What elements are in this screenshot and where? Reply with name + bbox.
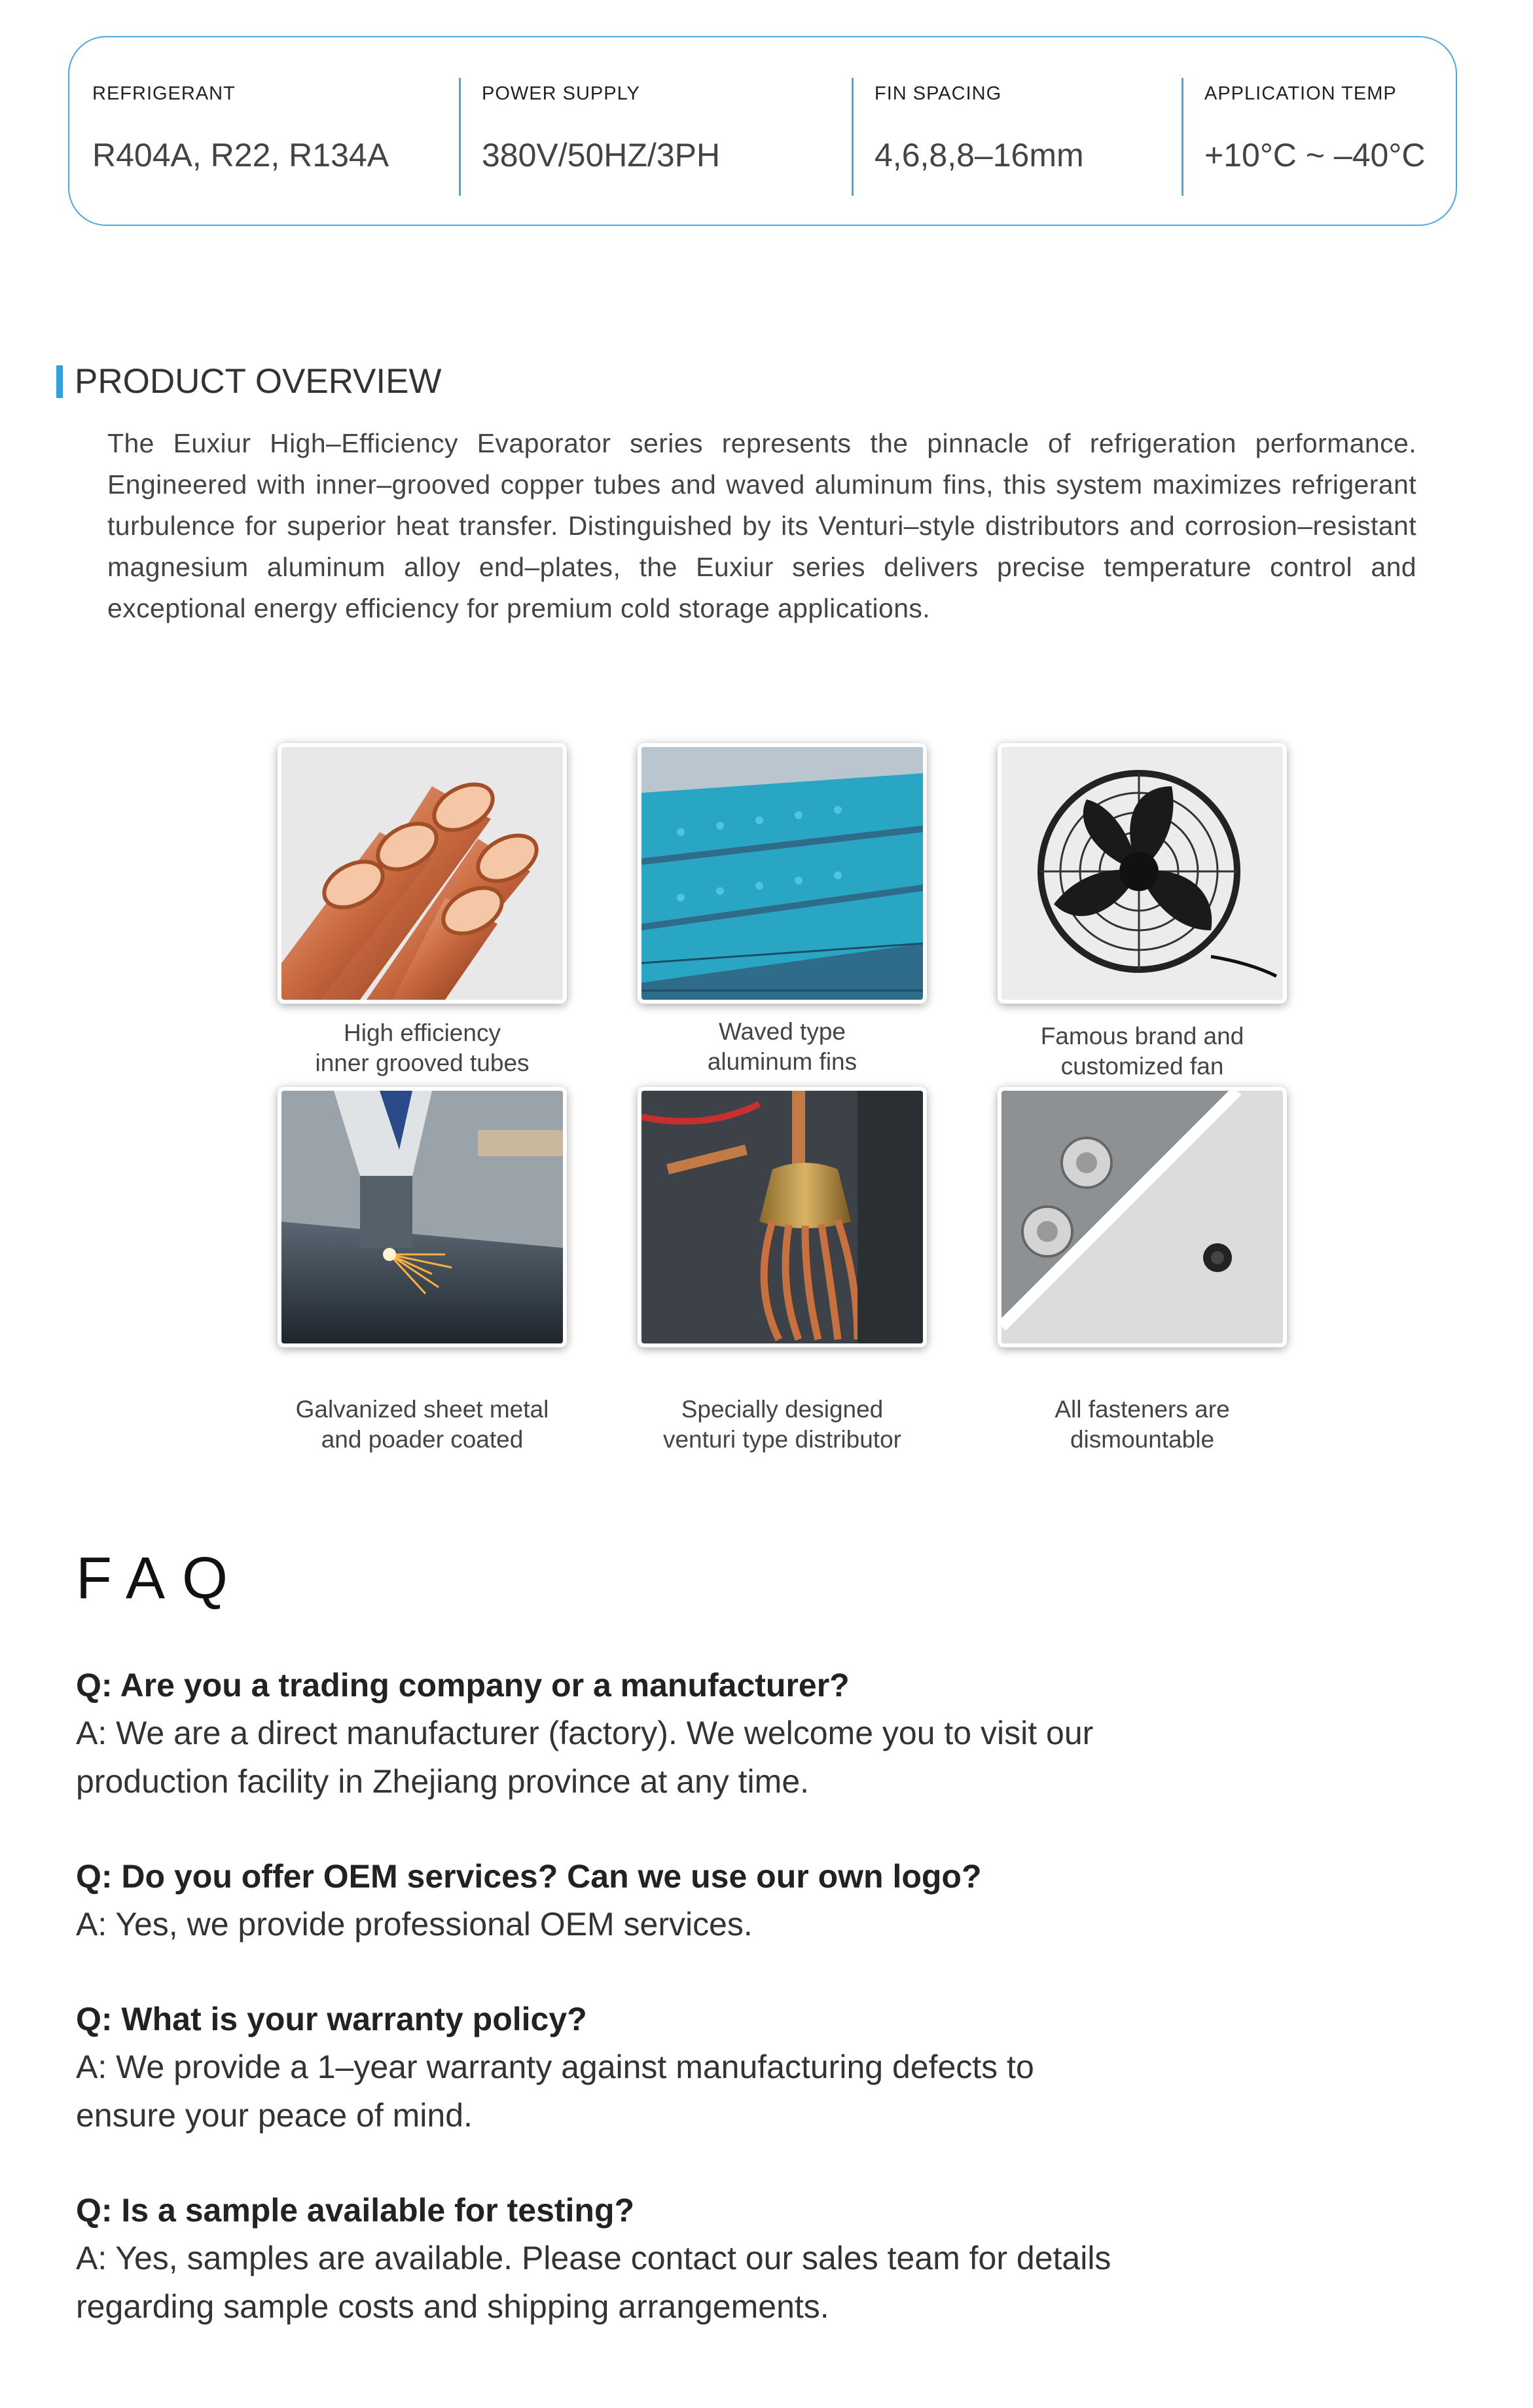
copper-tubes-image (278, 743, 567, 1004)
faq-title: FAQ (76, 1546, 245, 1611)
faq-answer: A: We provide a 1–year warranty against manufacturing defects to (76, 2049, 1034, 2085)
faq-item (76, 2187, 1320, 2331)
venturi-distributor-image (638, 1087, 927, 1347)
faq-answer: ensure your peace of mind. (76, 2097, 473, 2134)
faq-answer: A: Yes, we provide professional OEM services. (76, 1906, 753, 1943)
feature-caption: Specially designed venturi type distributor (662, 1396, 901, 1453)
faq-answer: A: We are a direct manufacturer (factory). We welcome you to visit our (76, 1715, 1094, 1751)
faq-question: Q: Are you a trading company or a manufacturer? (76, 1667, 850, 1704)
feature-fan (998, 743, 1287, 1080)
spec-value: +10°C ~ –40°C (1204, 137, 1426, 173)
spec-refrigerant (69, 37, 459, 225)
feature-venturi-distributor (638, 1087, 927, 1453)
faq-item (76, 1996, 1320, 2140)
overview-title: PRODUCT OVERVIEW (56, 365, 442, 398)
feature-aluminum-fins (638, 743, 927, 1075)
feature-copper-tubes (278, 743, 567, 1076)
fasteners-image (998, 1087, 1287, 1347)
spec-label: POWER SUPPLY (482, 83, 640, 104)
spec-bar (68, 36, 1457, 226)
spec-label: FIN SPACING (875, 83, 1002, 104)
faq-question: Q: Is a sample available for testing? (76, 2192, 635, 2229)
faq-answer: regarding sample costs and shipping arrangements. (76, 2288, 829, 2325)
spec-value: R404A, R22, R134A (92, 137, 389, 173)
faq-item (76, 1853, 1320, 1948)
faq-question: Q: Do you offer OEM services? Can we use our own logo? (76, 1858, 982, 1895)
faq-question: Q: What is your warranty policy? (76, 2001, 587, 2037)
feature-sheet-metal (278, 1087, 567, 1453)
laser-cutting-image (278, 1087, 567, 1347)
feature-fasteners (998, 1087, 1287, 1453)
spec-label: REFRIGERANT (92, 83, 236, 104)
faq-answer: production facility in Zhejiang province at any time. (76, 1763, 810, 1800)
aluminum-fins-image (638, 743, 927, 1004)
fan-image (998, 743, 1287, 1004)
feature-caption: Waved type aluminum fins (707, 1018, 857, 1075)
spec-label: APPLICATION TEMP (1204, 83, 1397, 104)
feature-caption: Galvanized sheet metal and poader coated (295, 1396, 549, 1453)
overview-text: The Euxiur High–Efficiency Evaporator series represents the pinnacle of refrigeration performance. Engineered with inner–grooved copper tubes and waved aluminum fins, this system maximizes refrigerant turbulence for superior heat transfer. Distinguished by its Venturi–style distributors and corrosion–resistant magnesium aluminum alloy end–plates, the Euxiur series delivers precise temperature control and exceptional energy efficiency for premium cold storage applications. (107, 428, 1416, 623)
spec-value: 380V/50HZ/3PH (482, 137, 721, 173)
feature-caption: High efficiency inner grooved tubes (315, 1019, 530, 1076)
faq-item (76, 1662, 1320, 1806)
spec-fin-spacing (852, 37, 1181, 225)
spec-application-temp (1181, 37, 1456, 225)
feature-caption: All fasteners are dismountable (1055, 1396, 1230, 1453)
feature-caption: Famous brand and customized fan (1040, 1023, 1244, 1080)
spec-value: 4,6,8,8–16mm (875, 137, 1084, 173)
spec-power-supply (459, 37, 852, 225)
faq-answer: A: Yes, samples are available. Please contact our sales team for details (76, 2240, 1111, 2276)
